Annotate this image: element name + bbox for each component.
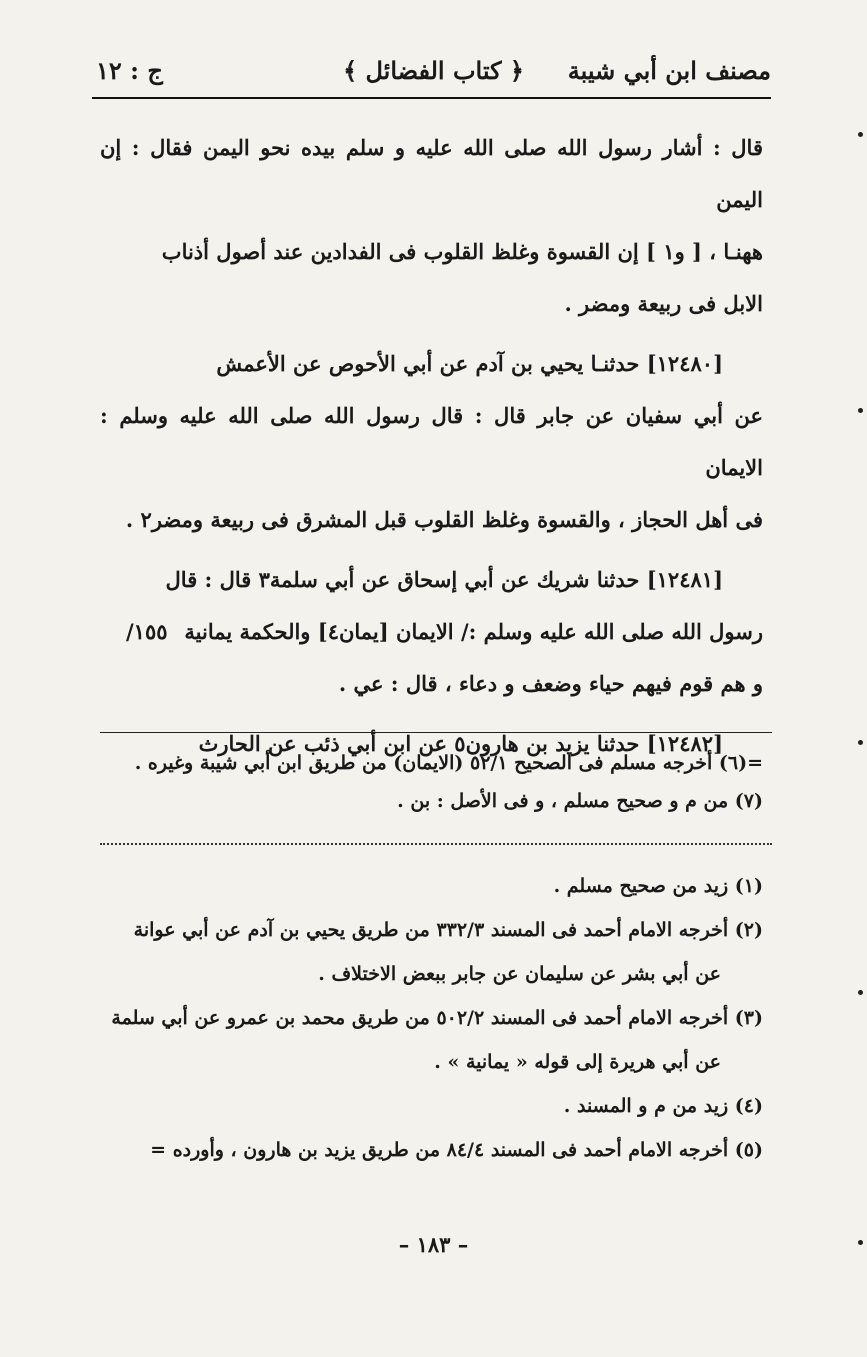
book-title: مصنف ابن أبي شيبة	[567, 56, 771, 85]
text-line: قال : أشار رسول الله صلى الله عليه و سلم بيده نحو اليمن فقال : إن اليمن	[100, 135, 763, 212]
text-line: الابل فى ربيعة ومضر .	[564, 291, 763, 316]
footnotes-divider	[100, 843, 772, 845]
footnote: =(٦) أخرجه مسلم فى الصحيح ٥٢/١ (الايمان) من طريق ابن أبي شيبة وغيره .	[134, 752, 763, 774]
footnote-continuation: عن أبي بشر عن سليمان عن جابر ببعض الاختلاف .	[318, 963, 721, 985]
header-rule	[92, 97, 771, 99]
margin-page-number: ١٥٥/	[126, 619, 168, 644]
footnote-continuation: عن أبي هريرة إلى قوله « يمانية » .	[434, 1051, 721, 1073]
text-line: ههنـا ، [ و١ ] إن القسوة وغلظ القلوب فى الفدادين عند أصول أذناب	[161, 239, 763, 264]
continued-footnotes	[100, 744, 763, 820]
scan-mark	[858, 132, 863, 137]
text-line: [١٢٤٨٠] حدثنـا يحيي بن آدم عن أبي الأحوص عن الأعمش	[216, 351, 723, 376]
footnote: (٤) زيد من م و المسند .	[563, 1095, 763, 1117]
footnote: (٧) من م و صحيح مسلم ، و فى الأصل : بن .	[397, 790, 763, 812]
page-number: – ١٨٣ –	[398, 1232, 469, 1257]
running-header	[96, 52, 771, 96]
text-line: [١٢٤٨٢] حدثنا يزيد بن هارون٥ عن ابن أبي ذئب عن الحارث	[198, 731, 723, 756]
notes-divider	[100, 732, 772, 733]
footnote: (١) زيد من صحيح مسلم .	[553, 875, 763, 897]
scan-mark	[858, 740, 863, 745]
scan-mark	[858, 990, 863, 995]
scan-mark	[858, 1240, 863, 1245]
text-line: فى أهل الحجاز ، والقسوة وغلظ القلوب قبل المشرق فى ربيعة ومضر٢ .	[125, 507, 763, 532]
footnote: (٣) أخرجه الامام أحمد فى المسند ٥٠٢/٢ من طريق محمد بن عمرو عن أبي سلمة	[111, 1007, 763, 1029]
footnotes	[100, 864, 763, 1172]
text-line: عن أبي سفيان عن جابر قال : قال رسول الله صلى الله عليه وسلم : الايمان	[100, 403, 763, 480]
footnote: (٢) أخرجه الامام أحمد فى المسند ٣٣٢/٣ من طريق يحيي بن آدم عن أبي عوانة	[133, 919, 763, 941]
text-segment: رسول الله صلى الله عليه وسلم :/ الايمان [يمان٤] والحكمة يمانية	[184, 619, 763, 644]
main-text	[100, 122, 763, 778]
footnote: (٥) أخرجه الامام أحمد فى المسند ٨٤/٤ من طريق يزيد بن هارون ، وأورده =	[150, 1139, 763, 1161]
text-line	[100, 606, 763, 658]
volume-number: ج : ١٢	[96, 56, 163, 85]
hadith-12481	[100, 554, 763, 710]
chapter-title: ﴿ كتاب الفضائل ﴾	[343, 56, 524, 85]
text-line: [١٢٤٨١] حدثنا شريك عن أبي إسحاق عن أبي سلمة٣ قال : قال	[165, 567, 723, 592]
scan-mark	[858, 408, 863, 413]
paragraph-continuation	[100, 122, 763, 330]
hadith-12480	[100, 338, 763, 546]
text-line: و هم قوم فيهم حياء وضعف و دعاء ، قال : عي .	[338, 671, 763, 696]
